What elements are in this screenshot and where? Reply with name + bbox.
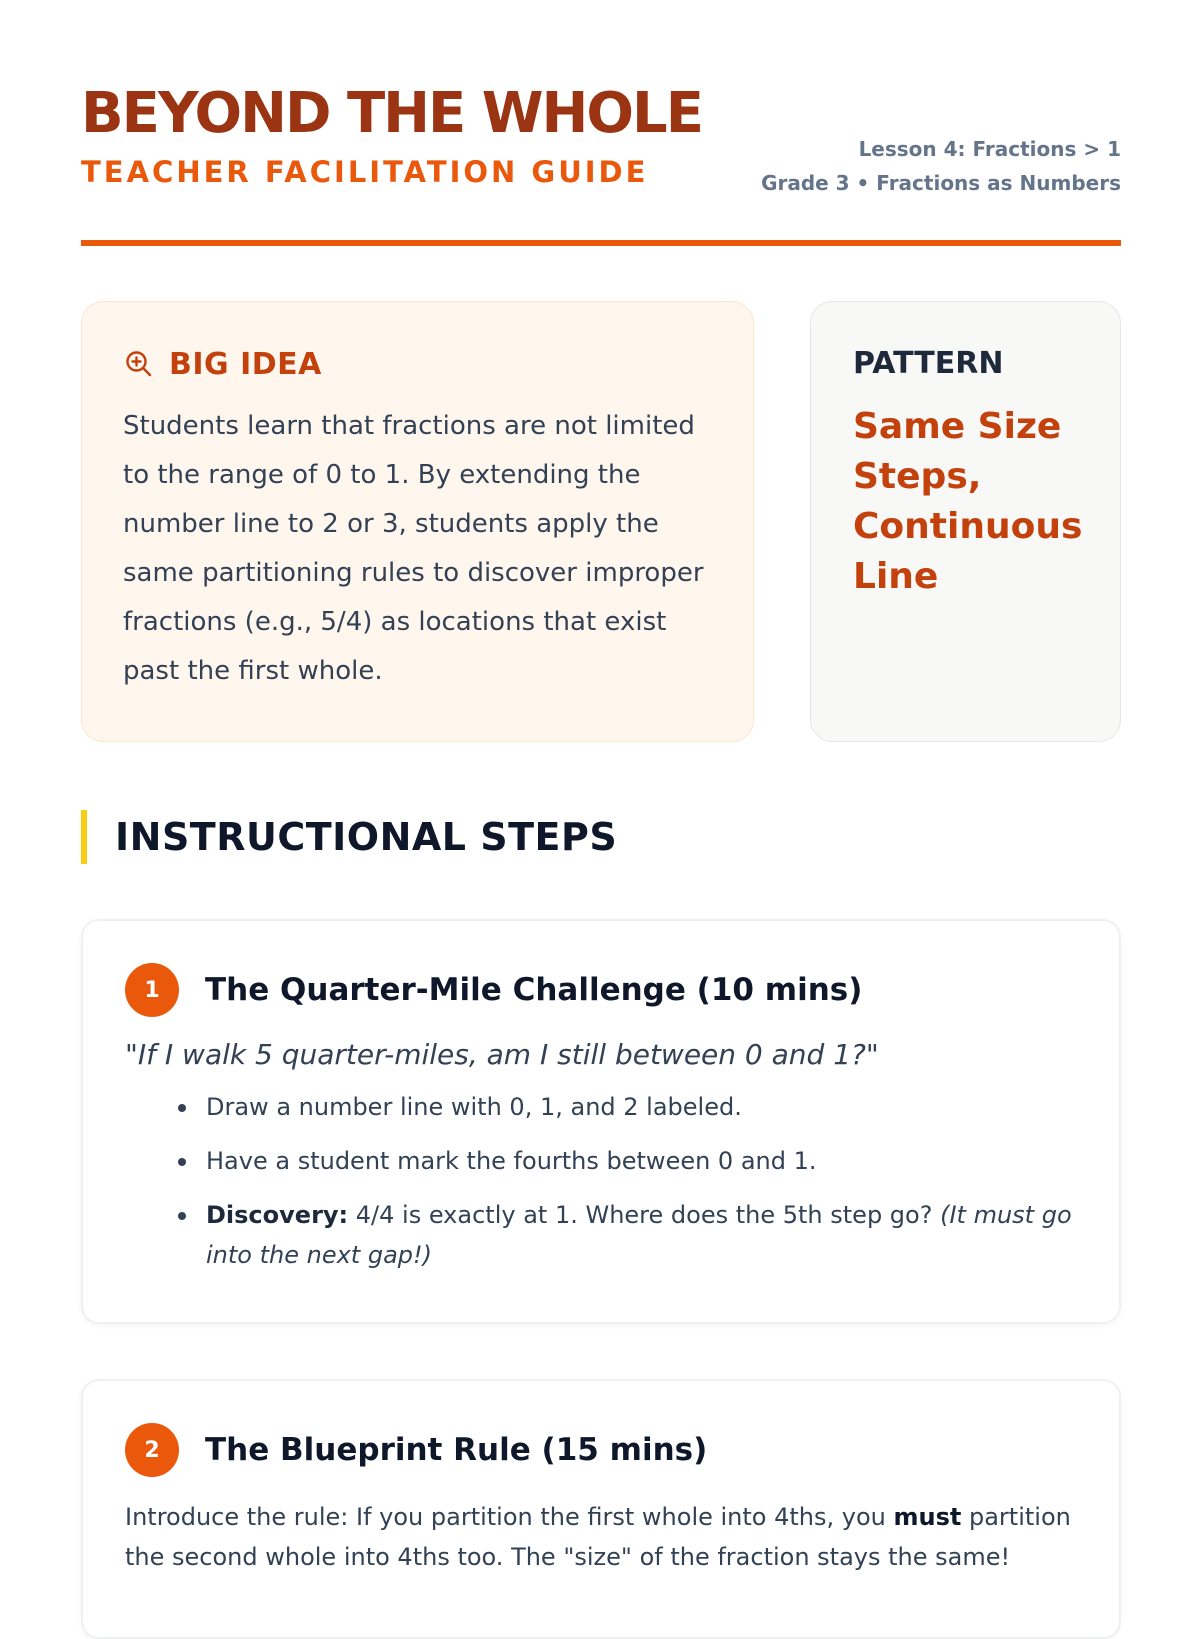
pattern-value: Same Size Steps, Continuous Line bbox=[853, 406, 1083, 597]
page-subtitle: TEACHER FACILITATION GUIDE bbox=[81, 155, 649, 189]
step-number-badge: 1 bbox=[125, 963, 179, 1017]
discovery-note: (It must go into the next gap!) bbox=[206, 1201, 1072, 1269]
step-header bbox=[125, 963, 1079, 1017]
lesson-label: Lesson 4: Fractions > 1 bbox=[858, 137, 1121, 161]
step-card-2 bbox=[81, 1379, 1121, 1639]
step-body-pre: Introduce the rule: If you partition the first whole into 4ths, you bbox=[125, 1503, 894, 1531]
big-idea-card bbox=[81, 301, 754, 742]
lesson-meta bbox=[761, 132, 1121, 200]
step-title: The Blueprint Rule (15 mins) bbox=[205, 1432, 708, 1468]
section-accent-bar bbox=[81, 810, 87, 864]
page-title: BEYOND THE WHOLE bbox=[81, 81, 702, 146]
step-body-post: partition the second whole into 4ths too. The "size" of the fraction stays the same! bbox=[125, 1503, 1071, 1571]
bullet-icon bbox=[178, 1212, 186, 1220]
list-item bbox=[125, 1141, 1079, 1181]
discovery-text: 4/4 is exactly at 1. Where does the 5th step go? bbox=[348, 1201, 941, 1229]
discovery-label: Discovery: bbox=[206, 1201, 349, 1229]
step-body-emphasis: must bbox=[893, 1503, 962, 1531]
section-title: INSTRUCTIONAL STEPS bbox=[115, 815, 618, 859]
step-body bbox=[125, 1497, 1079, 1577]
bullet-icon bbox=[178, 1158, 186, 1166]
big-idea-text: Students learn that fractions are not limited to the range of 0 to 1. By extending the number line to 2 or 3, students apply the same partitioning rules to discover improper fractions (e.g., 5/4) as locations that exist past the first whole. bbox=[123, 411, 704, 686]
step-card-1 bbox=[81, 919, 1121, 1324]
list-item-text: Have a student mark the fourths between 0 and 1. bbox=[206, 1147, 817, 1175]
step-bullet-list bbox=[125, 1087, 1079, 1275]
pattern-label: PATTERN bbox=[853, 346, 1004, 381]
page-header bbox=[81, 80, 1121, 200]
step-title: The Quarter-Mile Challenge (10 mins) bbox=[205, 972, 863, 1008]
big-idea-label: BIG IDEA bbox=[169, 346, 322, 382]
step-quote: "If I walk 5 quarter-miles, am I still between 0 and 1?" bbox=[125, 1038, 879, 1071]
grade-label: Grade 3 • Fractions as Numbers bbox=[761, 171, 1121, 195]
step-number-badge: 2 bbox=[125, 1423, 179, 1477]
list-item-text: Draw a number line with 0, 1, and 2 labeled. bbox=[206, 1093, 742, 1121]
instructional-steps-heading bbox=[81, 810, 617, 864]
bullet-icon bbox=[178, 1104, 186, 1112]
big-idea-heading bbox=[123, 344, 713, 384]
header-divider bbox=[81, 240, 1121, 246]
pattern-card bbox=[810, 301, 1121, 742]
list-item bbox=[125, 1087, 1079, 1127]
step-header bbox=[125, 1423, 1079, 1477]
zoom-in-icon bbox=[123, 348, 155, 380]
list-item bbox=[125, 1195, 1079, 1275]
